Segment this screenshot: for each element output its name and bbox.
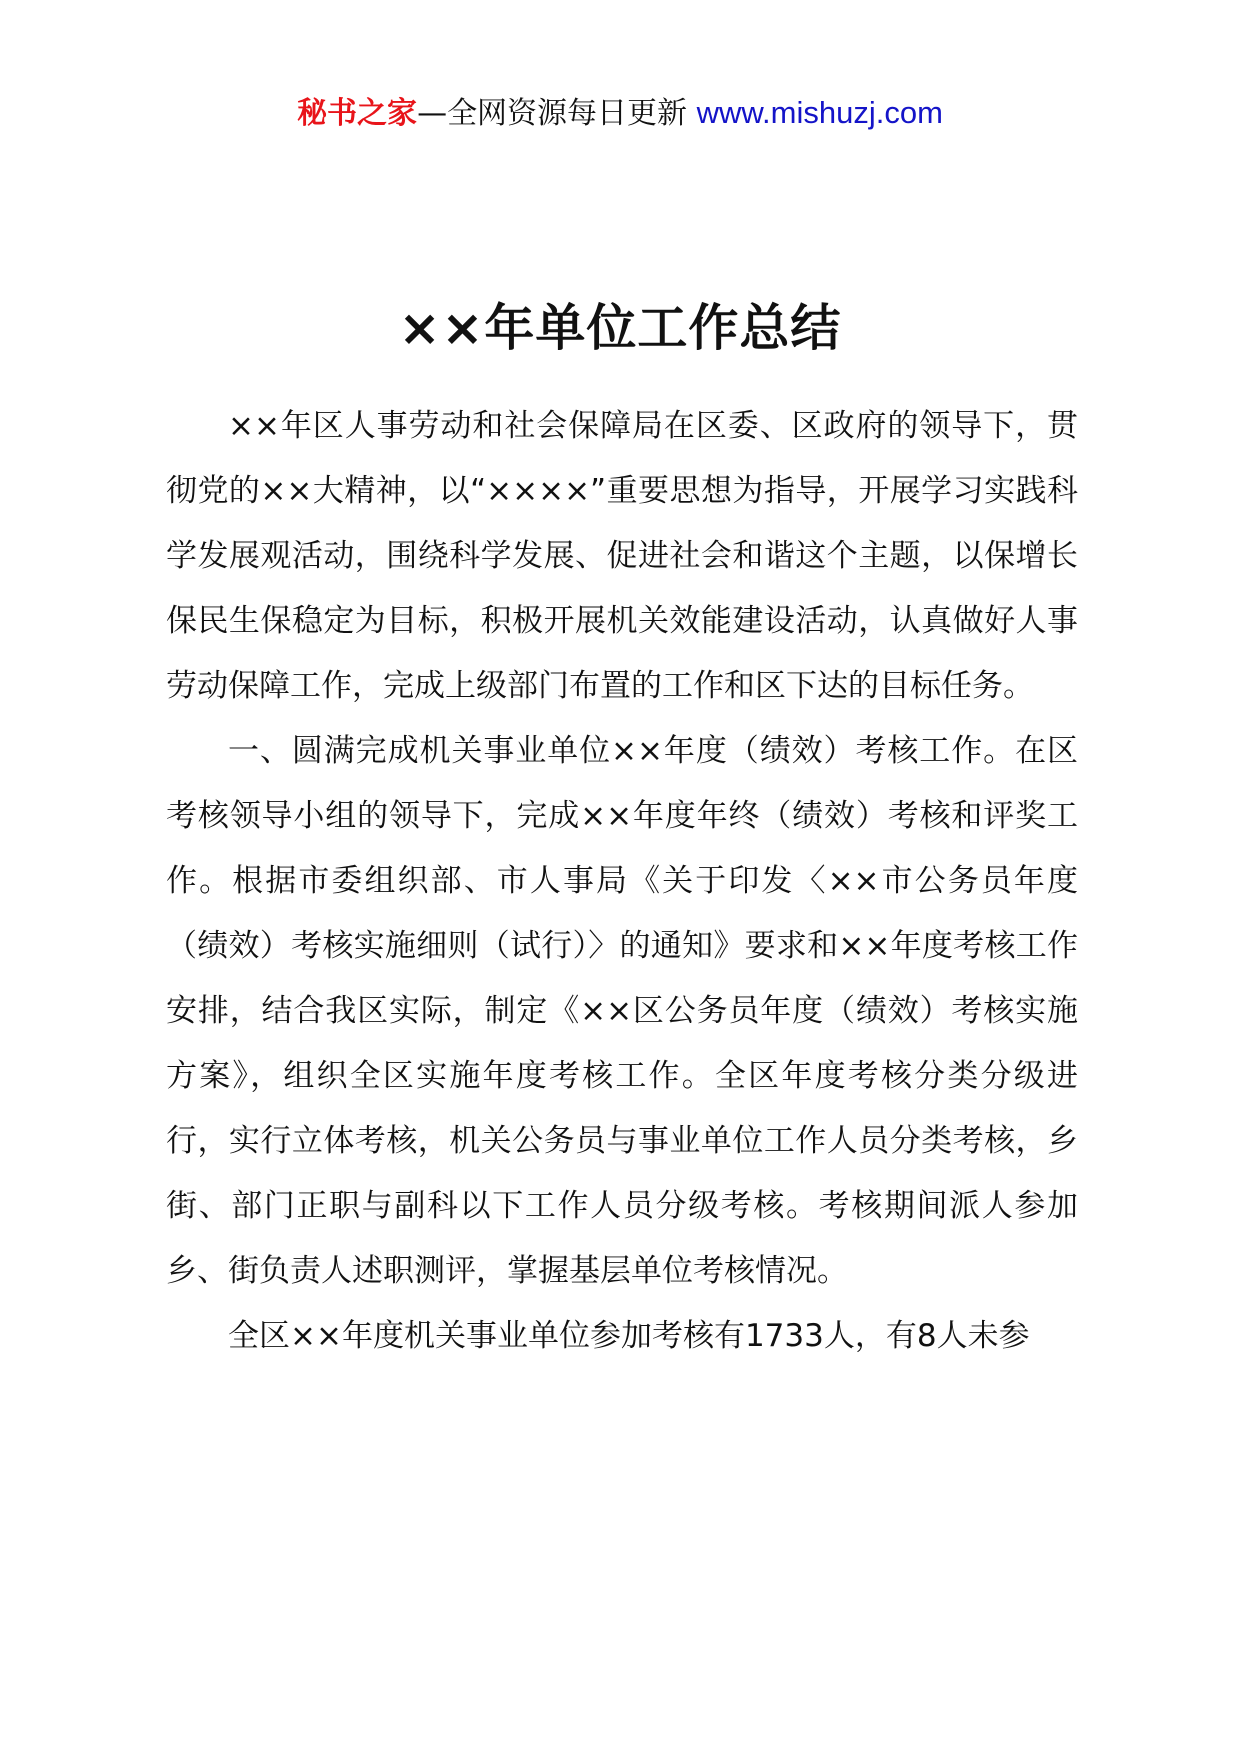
header-tagline: —全网资源每日更新 — [417, 96, 697, 131]
document-title: ××年单位工作总结 — [398, 299, 842, 357]
document-body — [166, 394, 1078, 1369]
paragraph-statistics: 全区××年度机关事业单位参加考核有1733人，有8人未参 — [228, 1318, 1030, 1354]
paragraph-intro: ××年区人事劳动和社会保障局在区委、区政府的领导下，贯彻党的××大精神，以“××××”重要思想为指导，开展学习实践科学发展观活动，围绕科学发展、促进社会和谐这个主题，以保增长保民生保稳定为目标，积极开展机关效能建设活动，认真做好人事劳动保障工作，完成上级部门布置的工作和区下达的目标任务。 — [166, 408, 1078, 704]
site-url-link[interactable]: www.mishuzj.com — [696, 95, 943, 130]
brand-name: 秘书之家 — [297, 96, 418, 131]
site-header — [0, 93, 1240, 134]
paragraph-section-one: 一、圆满完成机关事业单位××年度（绩效）考核工作。在区考核领导小组的领导下，完成××年度年终（绩效）考核和评奖工作。根据市委组织部、市人事局《关于印发〈××市公务员年度（绩效）考核实施细则（试行）〉的通知》要求和××年度考核工作安排，结合我区实际，制定《××区公务员年度（绩效）考核实施方案》，组织全区实施年度考核工作。全区年度考核分类分级进行，实行立体考核，机关公务员与事业单位工作人员分类考核，乡街、部门正职与副科以下工作人员分级考核。考核期间派人参加乡、街负责人述职测评，掌握基层单位考核情况。 — [166, 733, 1078, 1289]
